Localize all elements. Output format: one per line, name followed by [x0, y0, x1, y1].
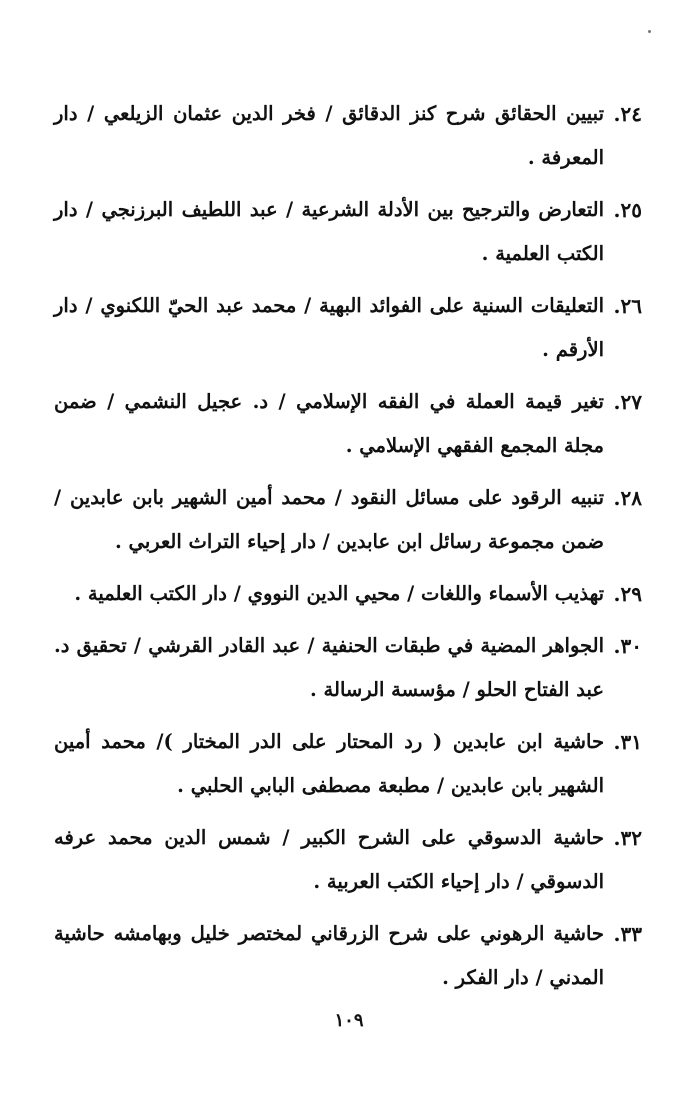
entry-number: ٢٩. [613, 582, 642, 606]
entry-text: تهذيب الأسماء واللغات / محيي الدين النووي / دار الكتب العلمية . [74, 582, 604, 605]
entry-number: ٣٣. [613, 922, 642, 946]
entry-number: ٢٤. [613, 102, 642, 126]
bibliography-entry-30 [54, 624, 642, 712]
bibliography-list [54, 92, 642, 1008]
entry-text: التعليقات السنية على الفوائد البهية / محمد عبد الحيّ اللكنوي / دار الأرقم . [54, 294, 604, 361]
corner-mark [648, 30, 651, 33]
entry-number: ٣١. [613, 730, 642, 754]
entry-text: التعارض والترجيح بين الأدلة الشرعية / عبد اللطيف البرزنجي / دار الكتب العلمية . [54, 198, 604, 265]
entry-text: حاشية ابن عابدين ( رد المحتار على الدر المختار )/ محمد أمين الشهير بابن عابدين / مطبعة مصطفى البابي الحلبي . [54, 730, 604, 797]
entry-number: ٢٧. [613, 390, 642, 414]
bibliography-entry-25 [54, 188, 642, 276]
entry-text: حاشية الدسوقي على الشرح الكبير / شمس الدين محمد عرفه الدسوقي / دار إحياء الكتب العربية . [54, 826, 604, 893]
entry-text: تبيين الحقائق شرح كنز الدقائق / فخر الدين عثمان الزيلعي / دار المعرفة . [54, 102, 604, 169]
bibliography-entry-31 [54, 720, 642, 808]
bibliography-entry-32 [54, 816, 642, 904]
entry-text: تنبيه الرقود على مسائل النقود / محمد أمين الشهير بابن عابدين / ضمن مجموعة رسائل ابن عابدين / دار إحياء التراث العربي . [54, 486, 604, 553]
bibliography-entry-29 [54, 572, 642, 616]
entry-text: تغير قيمة العملة في الفقه الإسلامي / د. عجيل النشمي / ضمن مجلة المجمع الفقهي الإسلامي . [54, 390, 604, 457]
bibliography-entry-27 [54, 380, 642, 468]
bibliography-entry-26 [54, 284, 642, 372]
bibliography-entry-28 [54, 476, 642, 564]
entry-text: حاشية الرهوني على شرح الزرقاني لمختصر خليل وبهامشه حاشية المدني / دار الفكر . [54, 922, 604, 989]
bibliography-entry-33 [54, 912, 642, 1000]
entry-text: الجواهر المضية في طبقات الحنفية / عبد القادر القرشي / تحقيق د. عبد الفتاح الحلو / مؤسسة الرسالة . [54, 634, 604, 701]
bibliography-entry-24 [54, 92, 642, 180]
entry-number: ٣٢. [613, 826, 642, 850]
entry-number: ٢٥. [613, 198, 642, 222]
entry-number: ٢٦. [613, 294, 642, 318]
entry-number: ٣٠. [613, 634, 642, 658]
entry-number: ٢٨. [613, 486, 642, 510]
page-number: ١٠٩ [334, 1010, 364, 1031]
